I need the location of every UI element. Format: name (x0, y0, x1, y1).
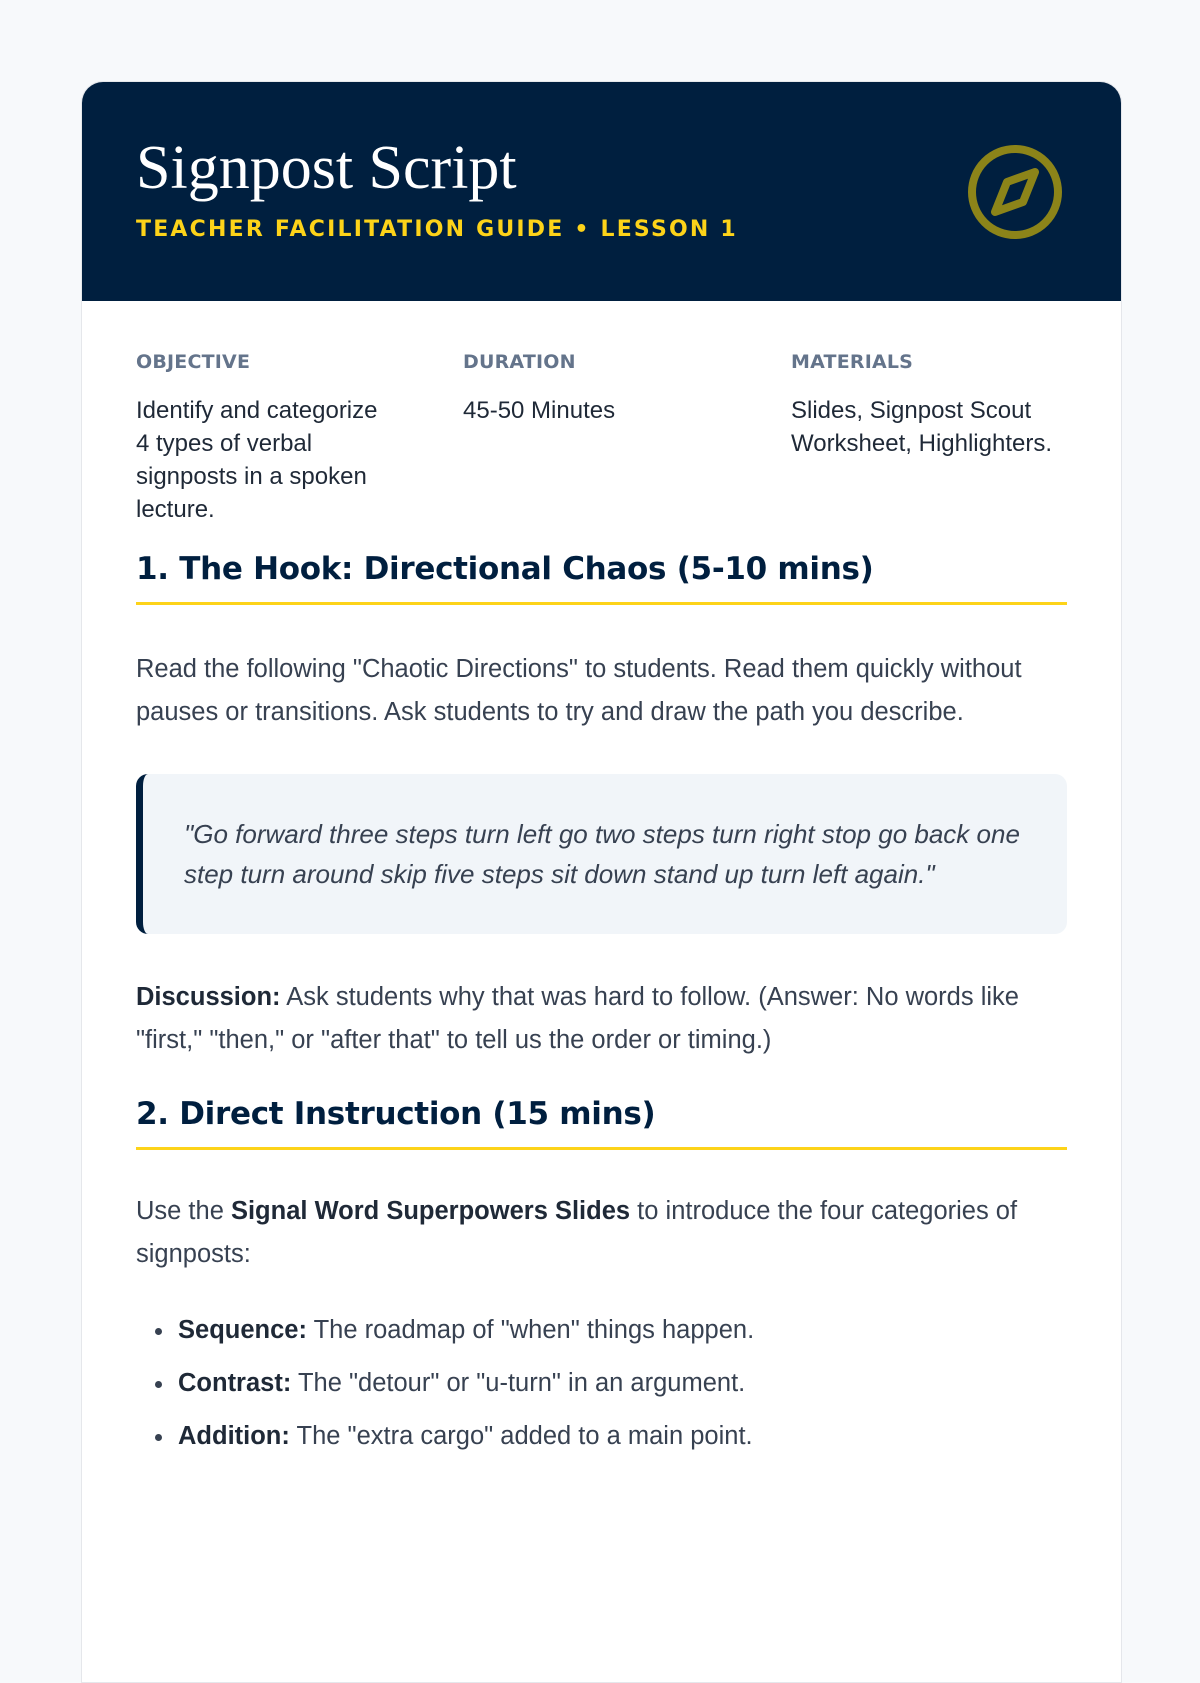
meta-value: 45-50 Minutes (463, 397, 616, 424)
page-title: Signpost Script (136, 134, 517, 202)
chaotic-directions-quote (136, 774, 1067, 934)
meta-label: MATERIALS (791, 351, 914, 373)
lesson-meta (136, 301, 1067, 551)
guide-content (82, 301, 1121, 1463)
lesson-guide-card (81, 81, 1122, 1683)
intro-text: to introduce the four categories of signposts: (136, 1197, 1018, 1269)
category-term: Addition: (178, 1422, 290, 1451)
list-item (176, 1410, 1067, 1463)
meta-value: Slides, Signpost Scout Worksheet, Highlighters. (791, 397, 1052, 457)
page-subtitle: TEACHER FACILITATION GUIDE • LESSON 1 (136, 217, 738, 242)
slides-name: Signal Word Superpowers Slides (230, 1197, 631, 1226)
list-item (176, 1304, 1067, 1357)
section-heading: 2. Direct Instruction (15 mins) (136, 1096, 1067, 1150)
section-direct-instruction (136, 1096, 1067, 1463)
list-item (176, 1357, 1067, 1410)
category-term: Sequence: (178, 1316, 307, 1345)
section-hook (136, 551, 1067, 1062)
discussion-paragraph (136, 976, 1067, 1062)
discussion-label: Discussion: (136, 983, 281, 1012)
meta-duration (463, 353, 723, 427)
intro-text: Use the (136, 1197, 231, 1226)
category-desc: The roadmap of "when" things happen. (306, 1316, 755, 1345)
compass-icon (965, 142, 1065, 242)
category-desc: The "detour" or "u-turn" in an argument. (291, 1369, 746, 1398)
instruction-intro (136, 1190, 1067, 1276)
section-heading: 1. The Hook: Directional Chaos (5-10 mins) (136, 551, 1067, 605)
meta-objective (136, 353, 396, 526)
hook-instructions: Read the following "Chaotic Directions" to students. Read them quickly without pauses or transitions. Ask students to try and draw the path you describe. (136, 655, 1022, 727)
signpost-category-list (136, 1304, 1067, 1463)
discussion-text: Ask students why that was hard to follow. (Answer: No words like "first," "then," or "after that" to tell us the order or timing.) (136, 983, 1019, 1055)
meta-value: Identify and categorize 4 types of verbal signposts in a spoken lecture. (136, 397, 378, 523)
quote-text: "Go forward three steps turn left go two steps turn right stop go back one step turn around skip five steps sit down stand up turn left again." (184, 819, 1020, 890)
category-term: Contrast: (178, 1369, 292, 1398)
guide-header (82, 82, 1121, 301)
category-desc: The "extra cargo" added to a main point. (289, 1422, 753, 1451)
meta-label: OBJECTIVE (136, 351, 251, 373)
meta-label: DURATION (463, 351, 576, 373)
meta-materials (791, 353, 1081, 460)
